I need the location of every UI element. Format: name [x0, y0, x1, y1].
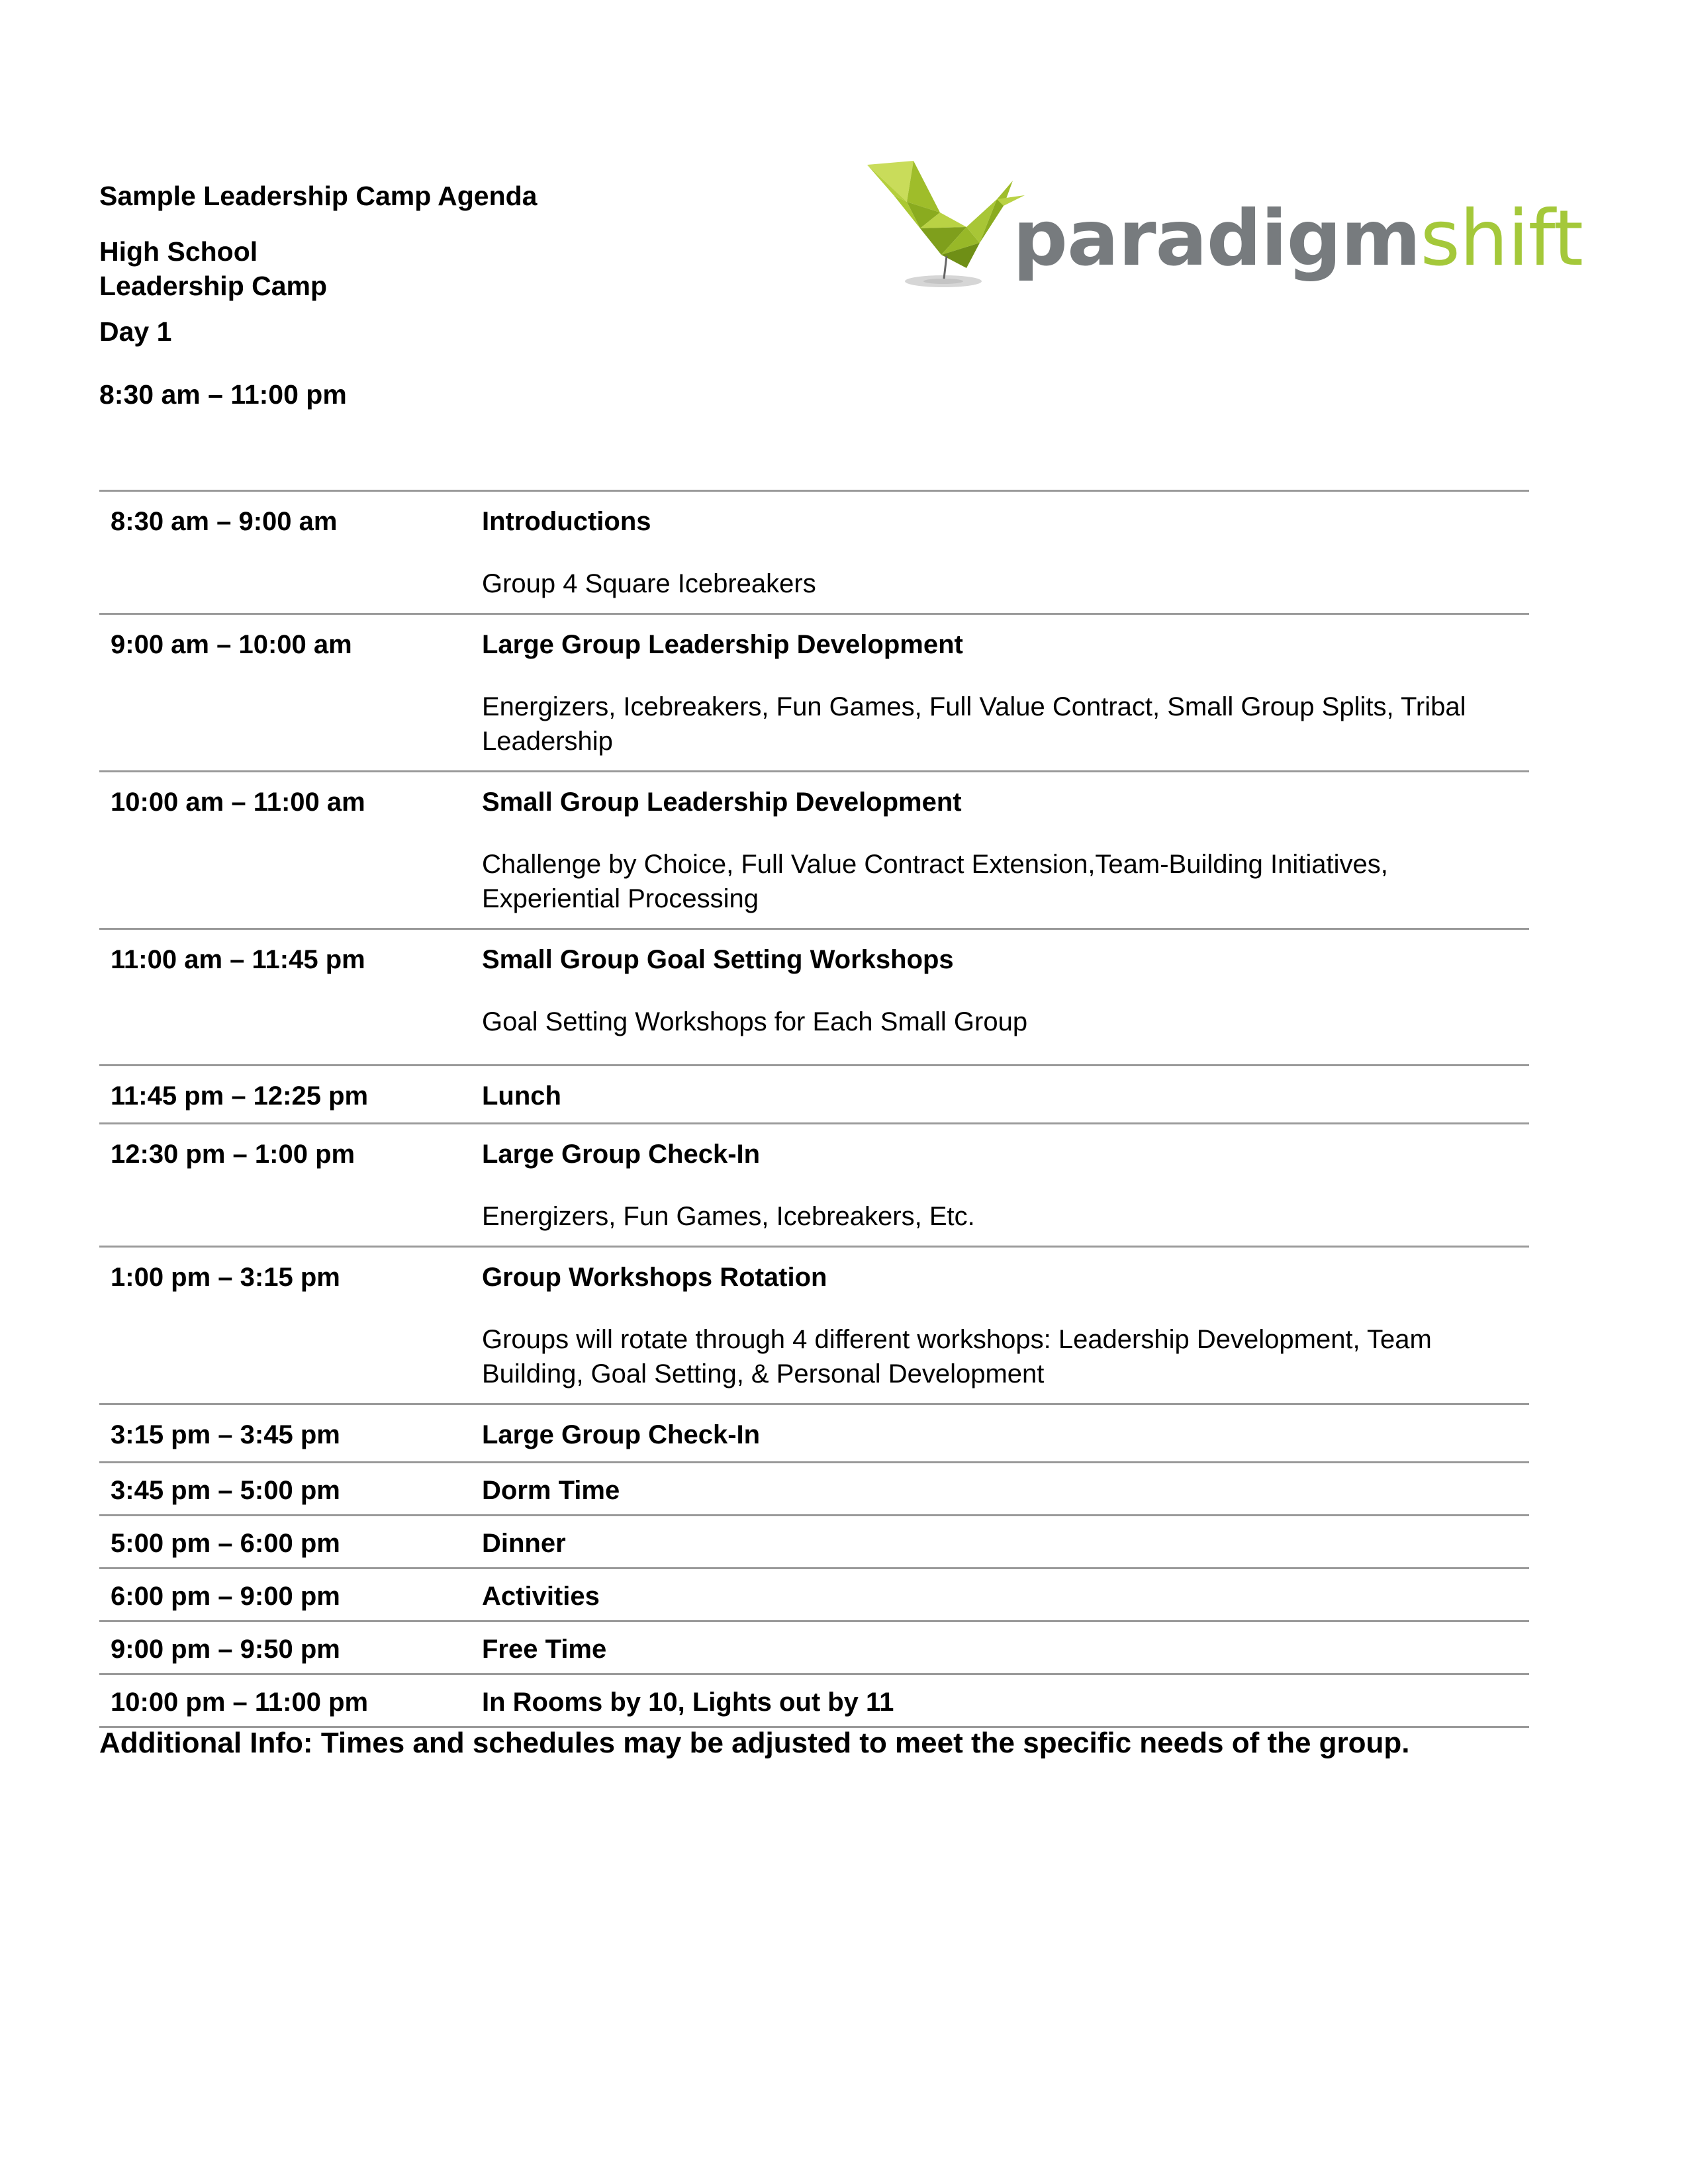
time-cell: 10:00 pm – 11:00 pm [111, 1688, 369, 1717]
time-cell: 11:00 am – 11:45 pm [111, 945, 365, 974]
activity-description: Group 4 Square Icebreakers [482, 569, 816, 598]
agenda-row [99, 1124, 1529, 1248]
agenda-row [99, 1066, 1529, 1124]
school-level: High School [99, 236, 258, 267]
activity-description: Groups will rotate through 4 different workshops: Leadership Development, Team Building, Goal Setting, & Personal Development [482, 1325, 1432, 1388]
agenda-row [99, 1622, 1529, 1675]
activity-title: Large Group Leadership Development [482, 630, 963, 659]
time-cell: 1:00 pm – 3:15 pm [111, 1263, 340, 1292]
agenda-row [99, 1516, 1529, 1569]
activity-cell [482, 1622, 1529, 1673]
activity-title: Small Group Goal Setting Workshops [482, 945, 954, 974]
agenda-row [99, 772, 1529, 930]
activity-cell [482, 492, 1529, 613]
activity-cell [482, 1675, 1529, 1726]
activity-description: Challenge by Choice, Full Value Contract Extension,Team-Building Initiatives, Experiential Processing [482, 850, 1388, 913]
agenda-row [99, 492, 1529, 615]
activity-description: Energizers, Fun Games, Icebreakers, Etc. [482, 1202, 975, 1231]
day-hours: 8:30 am – 11:00 pm [99, 379, 347, 410]
activity-cell [482, 1516, 1529, 1567]
time-cell: 9:00 pm – 9:50 pm [111, 1635, 340, 1664]
activity-title: Large Group Check-In [482, 1140, 761, 1169]
time-cell: 3:15 pm – 3:45 pm [111, 1420, 340, 1449]
agenda-row [99, 615, 1529, 772]
activity-cell [482, 1066, 1529, 1122]
activity-cell [482, 1248, 1529, 1403]
activity-description: Goal Setting Workshops for Each Small Group [482, 1007, 1028, 1036]
activity-title: Dorm Time [482, 1476, 620, 1505]
time-cell: 3:45 pm – 5:00 pm [111, 1476, 340, 1505]
activity-title: Free Time [482, 1635, 607, 1664]
activity-title: Dinner [482, 1529, 566, 1558]
agenda-row [99, 1463, 1529, 1516]
day-label: Day 1 [99, 316, 172, 347]
agenda-row [99, 1405, 1529, 1463]
activity-cell [482, 1463, 1529, 1514]
logo-word-paradigm: paradigm [1013, 194, 1421, 283]
activity-title: Small Group Leadership Development [482, 788, 962, 817]
time-cell: 9:00 am – 10:00 am [111, 630, 352, 659]
time-cell: 12:30 pm – 1:00 pm [111, 1140, 355, 1169]
agenda-row [99, 1675, 1529, 1728]
activity-cell [482, 1405, 1529, 1461]
additional-info-note: Additional Info: Times and schedules may be adjusted to meet the specific needs of the group. [99, 1727, 1410, 1759]
agenda-row [99, 1248, 1529, 1405]
activity-title: In Rooms by 10, Lights out by 11 [482, 1688, 894, 1717]
agenda-row [99, 1569, 1529, 1622]
activity-description: Energizers, Icebreakers, Fun Games, Full Value Contract, Small Group Splits, Tribal Leadership [482, 692, 1466, 756]
activity-title: Group Workshops Rotation [482, 1263, 827, 1292]
activity-cell [482, 1569, 1529, 1620]
activity-title: Activities [482, 1582, 600, 1611]
activity-title: Large Group Check-In [482, 1420, 761, 1449]
time-cell: 11:45 pm – 12:25 pm [111, 1081, 369, 1111]
time-cell: 10:00 am – 11:00 am [111, 788, 365, 817]
activity-cell [482, 615, 1529, 770]
activity-title: Introductions [482, 507, 651, 536]
time-cell: 6:00 pm – 9:00 pm [111, 1582, 340, 1611]
activity-cell [482, 772, 1529, 928]
agenda-row [99, 930, 1529, 1066]
activity-title: Lunch [482, 1081, 561, 1111]
camp-name: Leadership Camp [99, 271, 328, 301]
logo-word-shift: shift [1420, 194, 1583, 283]
time-cell: 8:30 am – 9:00 am [111, 507, 338, 536]
agenda-table [99, 490, 1529, 1728]
activity-cell [482, 1124, 1529, 1246]
page-title: Sample Leadership Camp Agenda [99, 181, 538, 211]
logo-wordmark [1013, 194, 1583, 283]
activity-cell [482, 930, 1529, 1064]
paradigmshift-logo [867, 156, 1583, 301]
time-cell: 5:00 pm – 6:00 pm [111, 1529, 340, 1558]
